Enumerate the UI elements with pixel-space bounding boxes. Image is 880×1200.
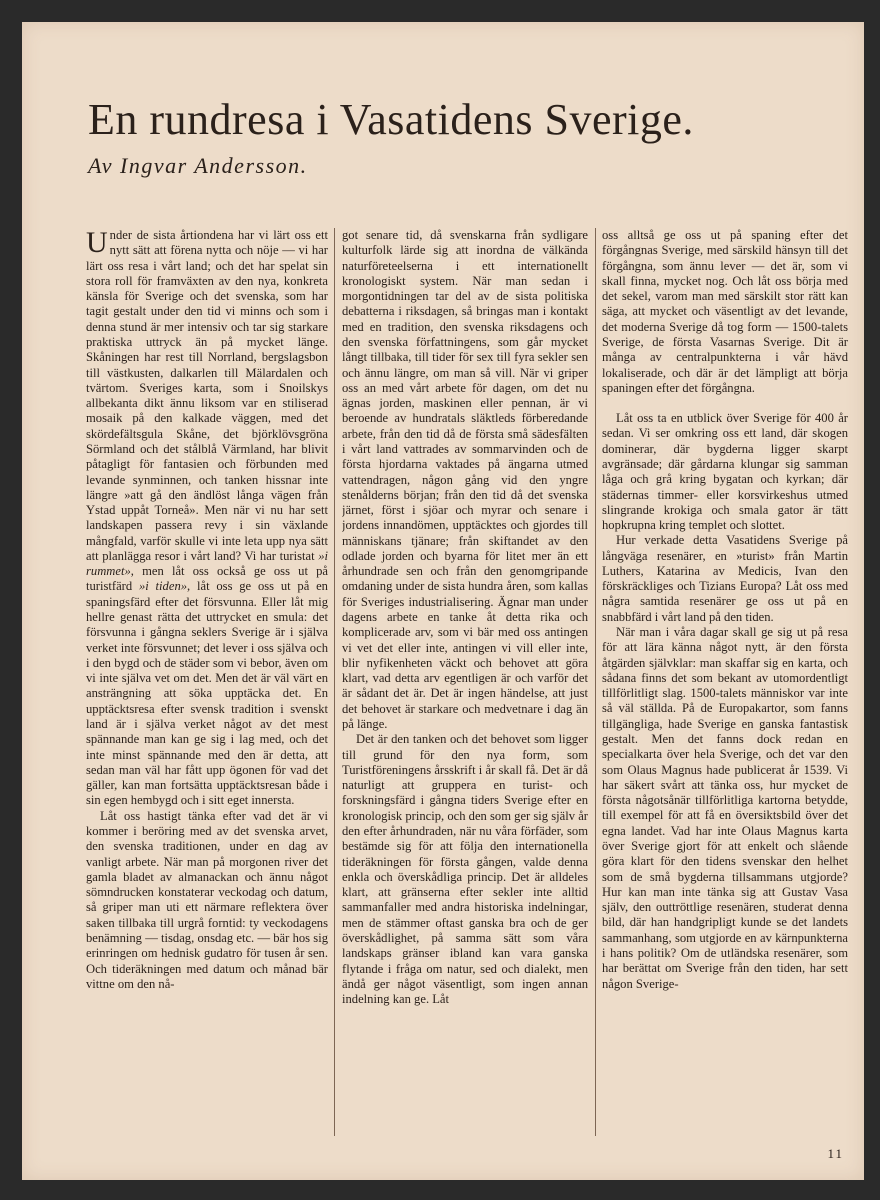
emphasis: »i tiden» [138, 579, 188, 594]
column-divider [334, 228, 335, 1136]
text-column-1 [86, 228, 328, 1148]
emphasis: »i rummet» [86, 548, 328, 579]
paragraph: oss alltså ge oss ut på spaning efter det förgångnas Sverige, med särskild hänsyn till det förgångna, som ännu lever — det är, som vi skall finna, mycket nog. Och låt oss börja med det sekel, varom man med särskilt stor rätt kan säga, att mycket och väsentligt av det levande, det moderna Sverige då tog form — 1500-talets Sverige, de första Vasarnas Sverige. Dit är många av centralpunkterna i vår hävd lokaliserade, och där är det lämpligt att börja spaningen efter det förgångna. [602, 228, 848, 395]
article-byline: Av Ingvar Andersson. [88, 153, 308, 178]
paragraph: När man i våra dagar skall ge sig ut på resa för att lära känna något nytt, är den första åtgärden självklar: man skaffar sig en karta, och sådana finns det som bekant av utomordentligt tillförlitligt slag. 1500-talets människor var inte så väl ställda. På de Europakartor, som fanns tillgängliga, hade Sverige en ganska fantastisk gestalt. Men det fanns dock redan en specialkarta över hela Sverige, och det var den som Olaus Magnus hade publicerat år 1539. Vi har säkert svårt att tänka oss, hur mycket de första någotsånär tillförlitliga kartorna betydde, till exempel för att få en översiktsbild över det egna landet. Vad har inte Olaus Magnus karta över Sverige gjort för att enkelt och slående göra klart för den tidens svenskar den helhet som de små bygderna tillsammans utgjorde? Hur kan man inte tänka sig att Gustav Vasa själv, den outtröttlige resenären, studerat denna bild, där han handgripligt kunde se det landets sammanhang, som utgjorde en av kärnpunkterna i hans politik? Om de utländska resenärer, som har berättat om Sverige från den tiden, har sett någon Sverige- [602, 625, 848, 991]
paragraph: Låt oss hastigt tänka efter vad det är vi kommer i beröring med av det svenska arvet, den svenska traditionen, under en dag av vanligt arbete. När man på morgonen river det gamla bladet av almanackan och ännu något sömndrucken konstaterar veckodag och datum, så griper man uti ett närmare reflektera över saken tillbaka till urgrå forntid: ty veckodagens benämning — tisdag, onsdag etc. — bär hos sig erinringen om hednisk gudatro för tusen år sen. Och tideräkningen med datum och månad bär vittne om den nå- [86, 808, 328, 991]
text-column-3 [602, 228, 848, 1148]
page-number: 11 [827, 1146, 844, 1161]
paragraph: Under de sista årtiondena har vi lärt oss ett nytt sätt att förena nytta och nöje — vi har lärt oss resa i vårt land; och det har spelat sin stora roll för framväxten av den nya, konkreta känsla för Sverige och det svenska, som har tagit gestalt under den tid vi minns och som i denna stund är mer intensiv och tar sig starkare praktiska uttryck än på mycket länge. Skåningen har rest till Norrland, bergslagsbon till västkusten, dalkarlen till Mälardalen och tvärtom. Sveriges karta, som i Snoilskys allbekanta dikt ännu liksom var en stiliserad mosaik på den kalkade väggen, med det skördefältsgula Skåne, det björklövsgröna Sörmland och det stålblå Värmland, har blivit påtagligt för fantasien och förbunden med levande synminnen, och tanken hissnar inte längre »att gå den ändlöst långa vägen från Ystad uppåt Torneå». Men när vi nu har sett landskapen passera revy i sin växlande mångfald, varför skulle vi inte leta upp nya sätt att planlägga resor i vårt land? Vi har turistat »i rummet», men låt oss också ge oss ut på turistfärd »i tiden», låt oss ge oss ut på en spaningsfärd efter det försvunna. Eller låt mig hellre genast rätta det uttrycket en smula: det försvunna i gångna seklers Sverige är i själva verket inte försvunnet; det lever i oss själva och i den bygd och de städer som vi bebor, även om vi inte själva vet om det. Men det är väl värt en ansträngning att söka upptäcka det. En upptäcktsresa efter svensk tradition i svenskt land är i själva verket något av det mest spännande man kan ge sig i lag med, och det inte minst spännande med den är detta, att sedan man väl har fått upp ögonen för vad det gäller, kan man fortsätta upptäcktsresan både i sin egen hembygd och i sitt eget innersta. [86, 228, 328, 808]
text-column-2 [342, 228, 588, 1148]
paragraph: Det är den tanken och det behovet som ligger till grund för den nya form, som Turistföreningens årsskrift i år skall få. Det är då naturligt att gruppera en turist- och forskningsfärd i gångna tiders Sverige efter en kronologisk princip, och den som ger sig själv år den efter århundraden, när nu våra förfäder, som bestämde sig för att följa den internationella tideräkningen för första gången, valde denna enkla och överskådliga princip. Det är alldeles klart, att gränserna efter sekler inte alltid sammanfaller med andra historiska indelningar, men de stämmer oftast ganska bra och de ger överskådlighet, på samma sätt som våra landskaps gränser ibland kan vara ganska flytande i fråga om natur, sed och dialekt, men ändå ger något väsentligt, som ingen annan indelning kan ge. Låt [342, 732, 588, 1007]
paragraph: Hur verkade detta Vasatidens Sverige på långväga resenärer, en »turist» från Martin Luthers, Katarina av Medicis, Ivan den förskräckliges och Tizians Europa? Låt oss med några samtida resenärer ge oss ut på en snabbfärd i vårt land på den tiden. [602, 533, 848, 624]
paragraph: got senare tid, då svenskarna från sydligare kulturfolk lärde sig att inordna de välkända naturföreteelserna i ett internationellt kronologiskt system. När man sedan i morgontidningen tar del av de sista politiska debatterna i riksdagen, så bringas man i kontakt med en tradition, den svenska riksdagens och den svenska författningens, som går mycket långt tillbaka, till tider för sex till fyra sekler sen och ännu längre, om man så vill. När vi griper oss an med vårt arbete för dagen, om det nu ägnas jorden, maskinen eller pennan, är vi beroende av hundratals släktleds förberedande arbete, från den tid då de första små sädesfälten i vårt land vattrades av sommarvinden och de första hjordarna vaktades på ängarna utmed vattendragen, någon gång vid den yngre stenålderns början; från den tid då det svenska järnet, först i sjöar och myrar och senare i jordens innandömen, upptäcktes och gjordes till människans tjänare; från skiftandet av den odlade jorden och byarna för litet mer än ett århundrade sen och från den genomgripande omdaning under de sista hundra åren, som kallas för Sveriges industrialisering. Ägnar man under dagens arbete en tanke åt detta rika och komplicerade arv, som vi bär med oss antingen vi vet det eller inte, antingen vi vill eller inte, blir nyfikenheten väckt och behovet att göra klart, vad detta arv egentligen är och varför det är sådant det är. Det är ingen händelse, att just det behovet är starkare och medvetnare i dag än på länge. [342, 228, 588, 731]
paragraph: Låt oss ta en utblick över Sverige för 400 år sedan. Vi ser omkring oss ett land, där skogen dominerar, där bygderna ligger skarpt avgränsade; där gårdarna klungar sig samman låga och grå kring bygatan och kyrkan; där städernas timmer- eller korsvirkeshus utmed slingrande krokiga och smala gator är tätt hopkrupna kring templet och slottet. [602, 411, 848, 533]
article-title: En rundresa i Vasatidens Sverige. [88, 95, 694, 144]
column-divider [595, 228, 596, 1136]
drop-cap: U [86, 228, 108, 259]
magazine-page [22, 22, 864, 1180]
